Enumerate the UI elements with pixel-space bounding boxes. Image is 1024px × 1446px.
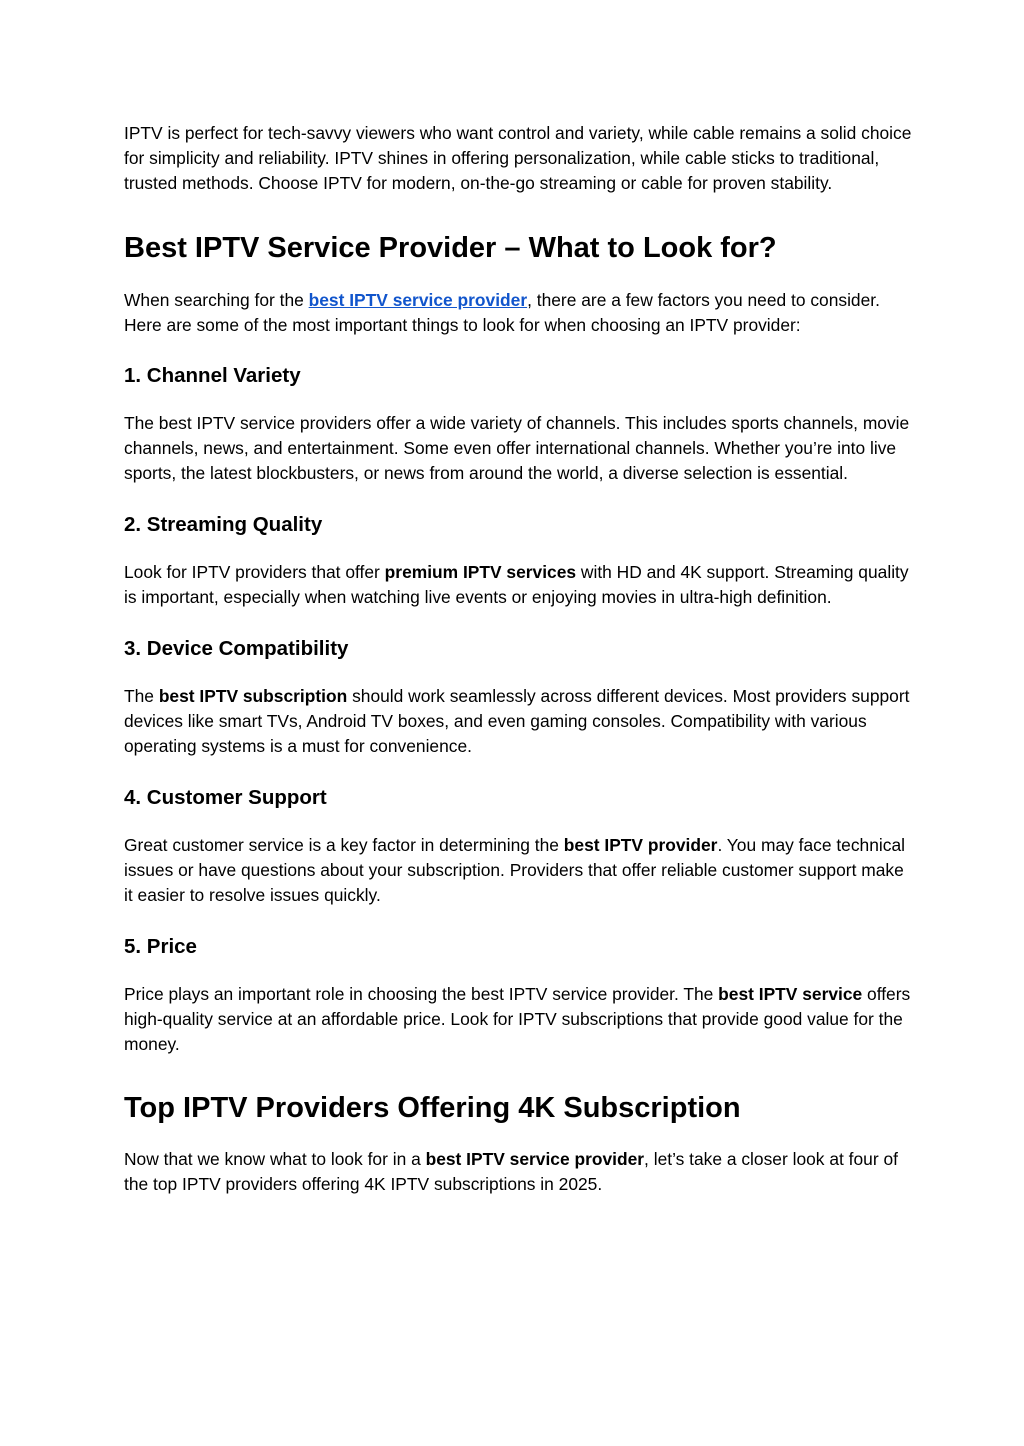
- text-segment: offers high-quality service at an affordable price. Look for IPTV subscriptions that provide good value for the money.: [124, 984, 911, 1054]
- customer-support-paragraph: [124, 833, 914, 908]
- streaming-quality-paragraph: [124, 560, 914, 610]
- heading-device-compatibility: 3. Device Compatibility: [124, 637, 349, 660]
- bold-keyword: best IPTV service: [718, 984, 863, 1004]
- heading-top-iptv-providers: Top IPTV Providers Offering 4K Subscription: [124, 1092, 741, 1124]
- text-segment: with HD and 4K support. Streaming quality is important, especially when watching live events or enjoying movies in ultra-high definition.: [124, 562, 909, 607]
- best-provider-paragraph: [124, 288, 914, 338]
- text-segment: Price plays an important role in choosing the best IPTV service provider. The: [124, 984, 719, 1004]
- bold-keyword: best IPTV service provider: [425, 1149, 645, 1169]
- text-segment: should work seamlessly across different devices. Most providers support devices like smart TVs, Android TV boxes, and even gaming consoles. Compatibility with various operating systems is a must for convenience.: [124, 686, 910, 756]
- text-segment: Look for IPTV providers that offer: [124, 562, 385, 582]
- text-segment: . You may face technical issues or have questions about your subscription. Providers that offer reliable customer support make it easier to resolve issues quickly.: [124, 835, 905, 905]
- bold-keyword: best IPTV provider: [563, 835, 718, 855]
- heading-customer-support: 4. Customer Support: [124, 786, 327, 809]
- text-segment: Great customer service is a key factor in determining the: [124, 835, 564, 855]
- bold-keyword: premium IPTV services: [384, 562, 577, 582]
- text-segment: When searching for the: [124, 290, 309, 310]
- text-segment: The: [124, 686, 159, 706]
- best-iptv-provider-link[interactable]: best IPTV service provider: [308, 290, 528, 310]
- heading-channel-variety: 1. Channel Variety: [124, 364, 301, 387]
- heading-price: 5. Price: [124, 935, 197, 958]
- text-segment: , let’s take a closer look at four of the top IPTV providers offering 4K IPTV subscriptions in 2025.: [124, 1149, 898, 1194]
- channel-variety-paragraph: The best IPTV service providers offer a wide variety of channels. This includes sports channels, movie channels, news, and entertainment. Some even offer international channels. Whether you’re into live sports, the latest blockbusters, or news from around the world, a diverse selection is essential.: [124, 413, 910, 483]
- heading-streaming-quality: 2. Streaming Quality: [124, 513, 323, 536]
- bold-keyword: best IPTV subscription: [158, 686, 348, 706]
- device-compatibility-paragraph: [124, 684, 914, 759]
- top-providers-paragraph: [124, 1147, 914, 1197]
- heading-best-iptv-provider: Best IPTV Service Provider – What to Look for?: [124, 232, 777, 264]
- document-page: [124, 121, 914, 1197]
- text-segment: , there are a few factors you need to consider. Here are some of the most important things to look for when choosing an IPTV provider:: [124, 290, 880, 335]
- text-segment: Now that we know what to look for in a: [124, 1149, 426, 1169]
- price-paragraph: [124, 982, 914, 1057]
- intro-paragraph: IPTV is perfect for tech-savvy viewers who want control and variety, while cable remains a solid choice for simplicity and reliability. IPTV shines in offering personalization, while cable sticks to traditional, trusted methods. Choose IPTV for modern, on-the-go streaming or cable for proven stability.: [124, 123, 912, 193]
